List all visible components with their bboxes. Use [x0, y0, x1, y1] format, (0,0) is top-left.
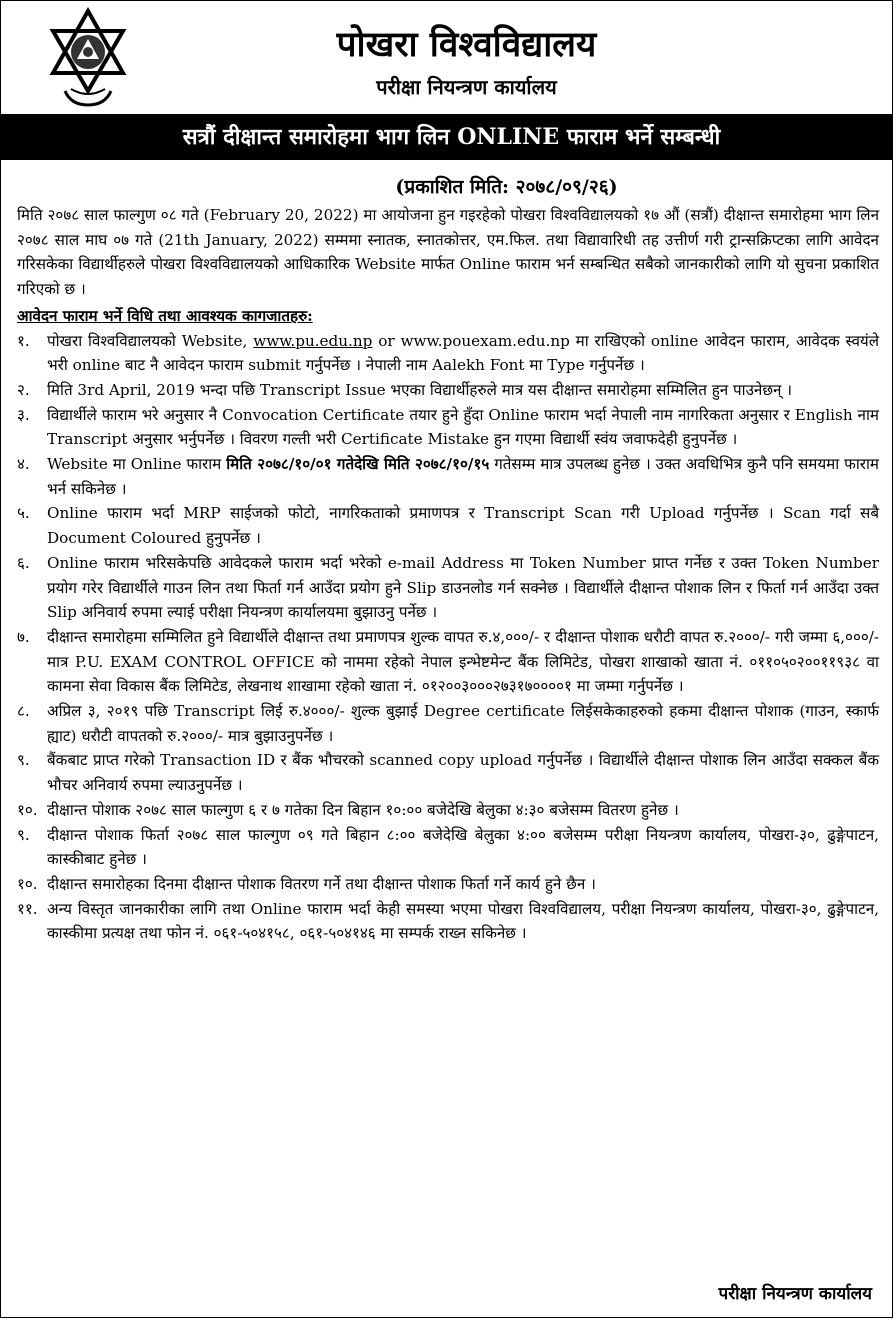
item-text-part: पोखरा विश्वविद्यालयको Website,	[47, 331, 254, 350]
notice-title-banner: सत्रौं दीक्षान्त समारोहमा भाग लिन ONLINE फाराम भर्ने सम्बन्धी	[1, 114, 892, 160]
intro-paragraph: मिति २०७८ साल फाल्गुण ०८ गते (February 20, 2022) मा आयोजना हुन गइरहेको पोखरा विश्वविद्यालयको १७ औं (सत्रौं) दीक्षान्त समारोहमा भाग लिन २०७८ साल माघ ०७ गते (21th January, 2022) सम्ममा स्नातक, स्नातकोत्तर, एम.फिल. तथा विद्यावारिधी तह उत्तीर्ण गरी ट्रान्सक्रिप्टका लागि आवेदन गरिसकेका विद्यार्थीहरुले पोखरा विश्वविद्यालयको आधिकारिक Website मार्फत Online फाराम भर्न सम्बन्धित सबैको जानकारीको लागि यो सुचना प्रकाशित गरिएको छ ।	[17, 206, 879, 299]
item-text: Online फाराम भर्दा MRP साईजको फोटो, नागरिकताको प्रमाणपत्र र Transcript Scan गरी Upload गर्नुपर्नेछ । Scan गर्दा सबै Document Coloured हुनुपर्नेछ ।	[47, 504, 879, 548]
item-text: विद्यार्थीले फाराम भरे अनुसार नै Convocation Certificate तयार हुने हुँदा Online फाराम भर्दा नेपाली नाम नागरिकता अनुसार र English नाम Transcript अनुसार भर्नुपर्नेछ । विवरण गल्ती भरी Certificate Mistake हुन गएमा विद्यार्थी स्वंय जवाफदेही हुनुपर्नेछ ।	[47, 405, 879, 449]
item-number: ९.	[17, 825, 30, 844]
list-item	[17, 403, 879, 452]
list-item	[17, 378, 879, 403]
item-text: दीक्षान्त पोशाक २०७८ साल फाल्गुण ६ र ७ गतेका दिन बिहान १०:०० बजेदेखि बेलुका ४:३० बजेसम्म वितरण हुनेछ ।	[47, 800, 679, 819]
list-item	[17, 872, 879, 897]
item-number: ११.	[17, 899, 38, 918]
item-number: १०.	[17, 874, 38, 893]
item-text-part: गतेसम्म मात्र उपलब्ध हुनेछ । उक्त अवधिभित्र कुनै पनि समयमा फाराम भर्न सकिनेछ ।	[47, 455, 879, 498]
item-text: दीक्षान्त पोशाक फिर्ता २०७८ साल फाल्गुण ०९ गते बिहान ८:०० बजेदेखि बेलुका ४:०० बजेसम्म परीक्षा नियन्त्रण कार्यालय, पोखरा-३०, ढुङ्गेपाटन, कास्कीबाट हुनेछ ।	[47, 825, 879, 869]
item-text: Online फाराम भरिसकेपछि आवेदकले फाराम भर्दा भरेको e-mail Address मा Token Number प्राप्त गर्नेछ र उक्त Token Number प्रयोग गरेर विद्यार्थीले गाउन लिन तथा फिर्ता गर्न आउँदा प्रयोग हुने Slip डाउनलोड गर्न सक्नेछ । विद्यार्थीले दीक्षान्त पोशाक लिन र फिर्ता गर्न आउँदा उक्त Slip अनिवार्य रुपमा ल्याई परीक्षा नियन्त्रण कार्यालयमा बुझाउनु पर्नेछ ।	[47, 553, 879, 622]
item-number: ४.	[17, 455, 30, 474]
item-text: अप्रिल ३, २०१९ पछि Transcript लिई रु.४०००/- शुल्क बुझाई Degree certificate लिईसकेकाहरुको हकमा दीक्षान्त पोशाक (गाउन, स्कार्फ ह्याट) धरौटी वापतको रु.२०००/- मात्र बुझाउनुपर्नेछ ।	[47, 702, 879, 745]
university-name: पोखरा विश्वविद्यालय	[336, 24, 597, 65]
item-number: १.	[17, 331, 30, 350]
list-item	[17, 501, 879, 550]
signoff-office: परीक्षा नियन्त्रण कार्यालय	[718, 1284, 872, 1304]
list-item	[17, 798, 879, 823]
item-text	[47, 329, 879, 378]
item-text: दीक्षान्त समारोहका दिनमा दीक्षान्त पोशाक वितरण गर्ने तथा दीक्षान्त पोशाक फिर्ता गर्ने कार्य हुने छैन ।	[47, 874, 596, 893]
item-text: बैंकबाट प्राप्त गरेको Transaction ID र बैंक भौचरको scanned copy upload गर्नुपर्नेछ । विद्यार्थीले दीक्षान्त पोशाक लिन आउँदा सक्कल बैंक भौचर अनिवार्य रुपमा ल्याउनुपर्नेछ ।	[47, 751, 879, 795]
item-text: मिति 3rd April, 2019 भन्दा पछि Transcript Issue भएका विद्यार्थीहरुले मात्र यस दीक्षान्त समारोहमा सम्मिलित हुन पाउनेछन् ।	[47, 380, 792, 399]
item-number: ९.	[17, 751, 30, 770]
item-number: ५.	[17, 504, 30, 523]
item-number: ८.	[17, 702, 30, 721]
notice-body	[17, 203, 879, 946]
item-text: अन्य विस्तृत जानकारीका लागि तथा Online फाराम भर्दा केही समस्या भएमा पोखरा विश्वविद्यालय, परीक्षा नियन्त्रण कार्यालय, पोखरा-३०, ढुङ्गेपाटन, कास्कीमा प्रत्यक्ष तथा फोन नं. ०६१-५०४१५८, ०६१-५०४१४६ मा सम्पर्क राख्न सकिनेछ ।	[47, 899, 879, 943]
list-item	[17, 551, 879, 625]
item-text: दीक्षान्त समारोहमा सम्मिलित हुने विद्यार्थीले दीक्षान्त तथा प्रमाणपत्र शुल्क वापत रु.४,०००/- र दीक्षान्त पोशाक धरौटी वापत रु.२०००/- गरी जम्मा ६,०००/- मात्र P.U. EXAM CONTROL OFFICE को नाममा रहेको नेपाल इन्भेष्टमेन्ट बैंक लिमिटेड, पोखरा शाखाको खाता नं. ०११०५०२००११९३८ वा कामना सेवा विकास बैंक लिमिटेड, लेखनाथ शाखामा रहेको खाता नं. ०१२००३०००२७३१७००००१ मा जम्मा गर्नुपर्नेछ ।	[47, 627, 879, 696]
list-item	[17, 699, 879, 748]
item-number: १०.	[17, 800, 38, 819]
item-number: ३.	[17, 405, 30, 424]
item-number: २.	[17, 380, 30, 399]
list-item	[17, 625, 879, 699]
list-item	[17, 329, 879, 378]
item-number: ६.	[17, 553, 30, 572]
item-number: ७.	[17, 627, 30, 646]
item-text-part: Website मा Online फाराम	[47, 455, 227, 474]
list-item	[17, 748, 879, 797]
list-item	[17, 897, 879, 946]
form-date-range: मिति २०७८/१०/०१ गतेदेखि मिति २०७८/१०/१५	[226, 455, 490, 474]
pu-website-link[interactable]: www.pu.edu.np	[253, 331, 373, 350]
item-text	[47, 452, 879, 501]
office-name: परीक्षा नियन्त्रण कार्यालय	[376, 75, 557, 99]
section-heading: आवेदन फाराम भर्ने विधि तथा आवश्यक कागजातहरु:	[17, 306, 313, 325]
list-item	[17, 452, 879, 501]
list-item	[17, 823, 879, 872]
published-date: (प्रकाशित मिति: २०७८/०९/२६)	[395, 176, 618, 198]
item-text-part: or www.pouexam.edu.np मा राखिएको online आवेदन फाराम, आवेदक स्वयंले भरी online बाट नै आवेदन फाराम submit गर्नुपर्नेछ । नेपाली नाम Aalekh Font मा Type गर्नुपर्नेछ ।	[47, 331, 880, 375]
